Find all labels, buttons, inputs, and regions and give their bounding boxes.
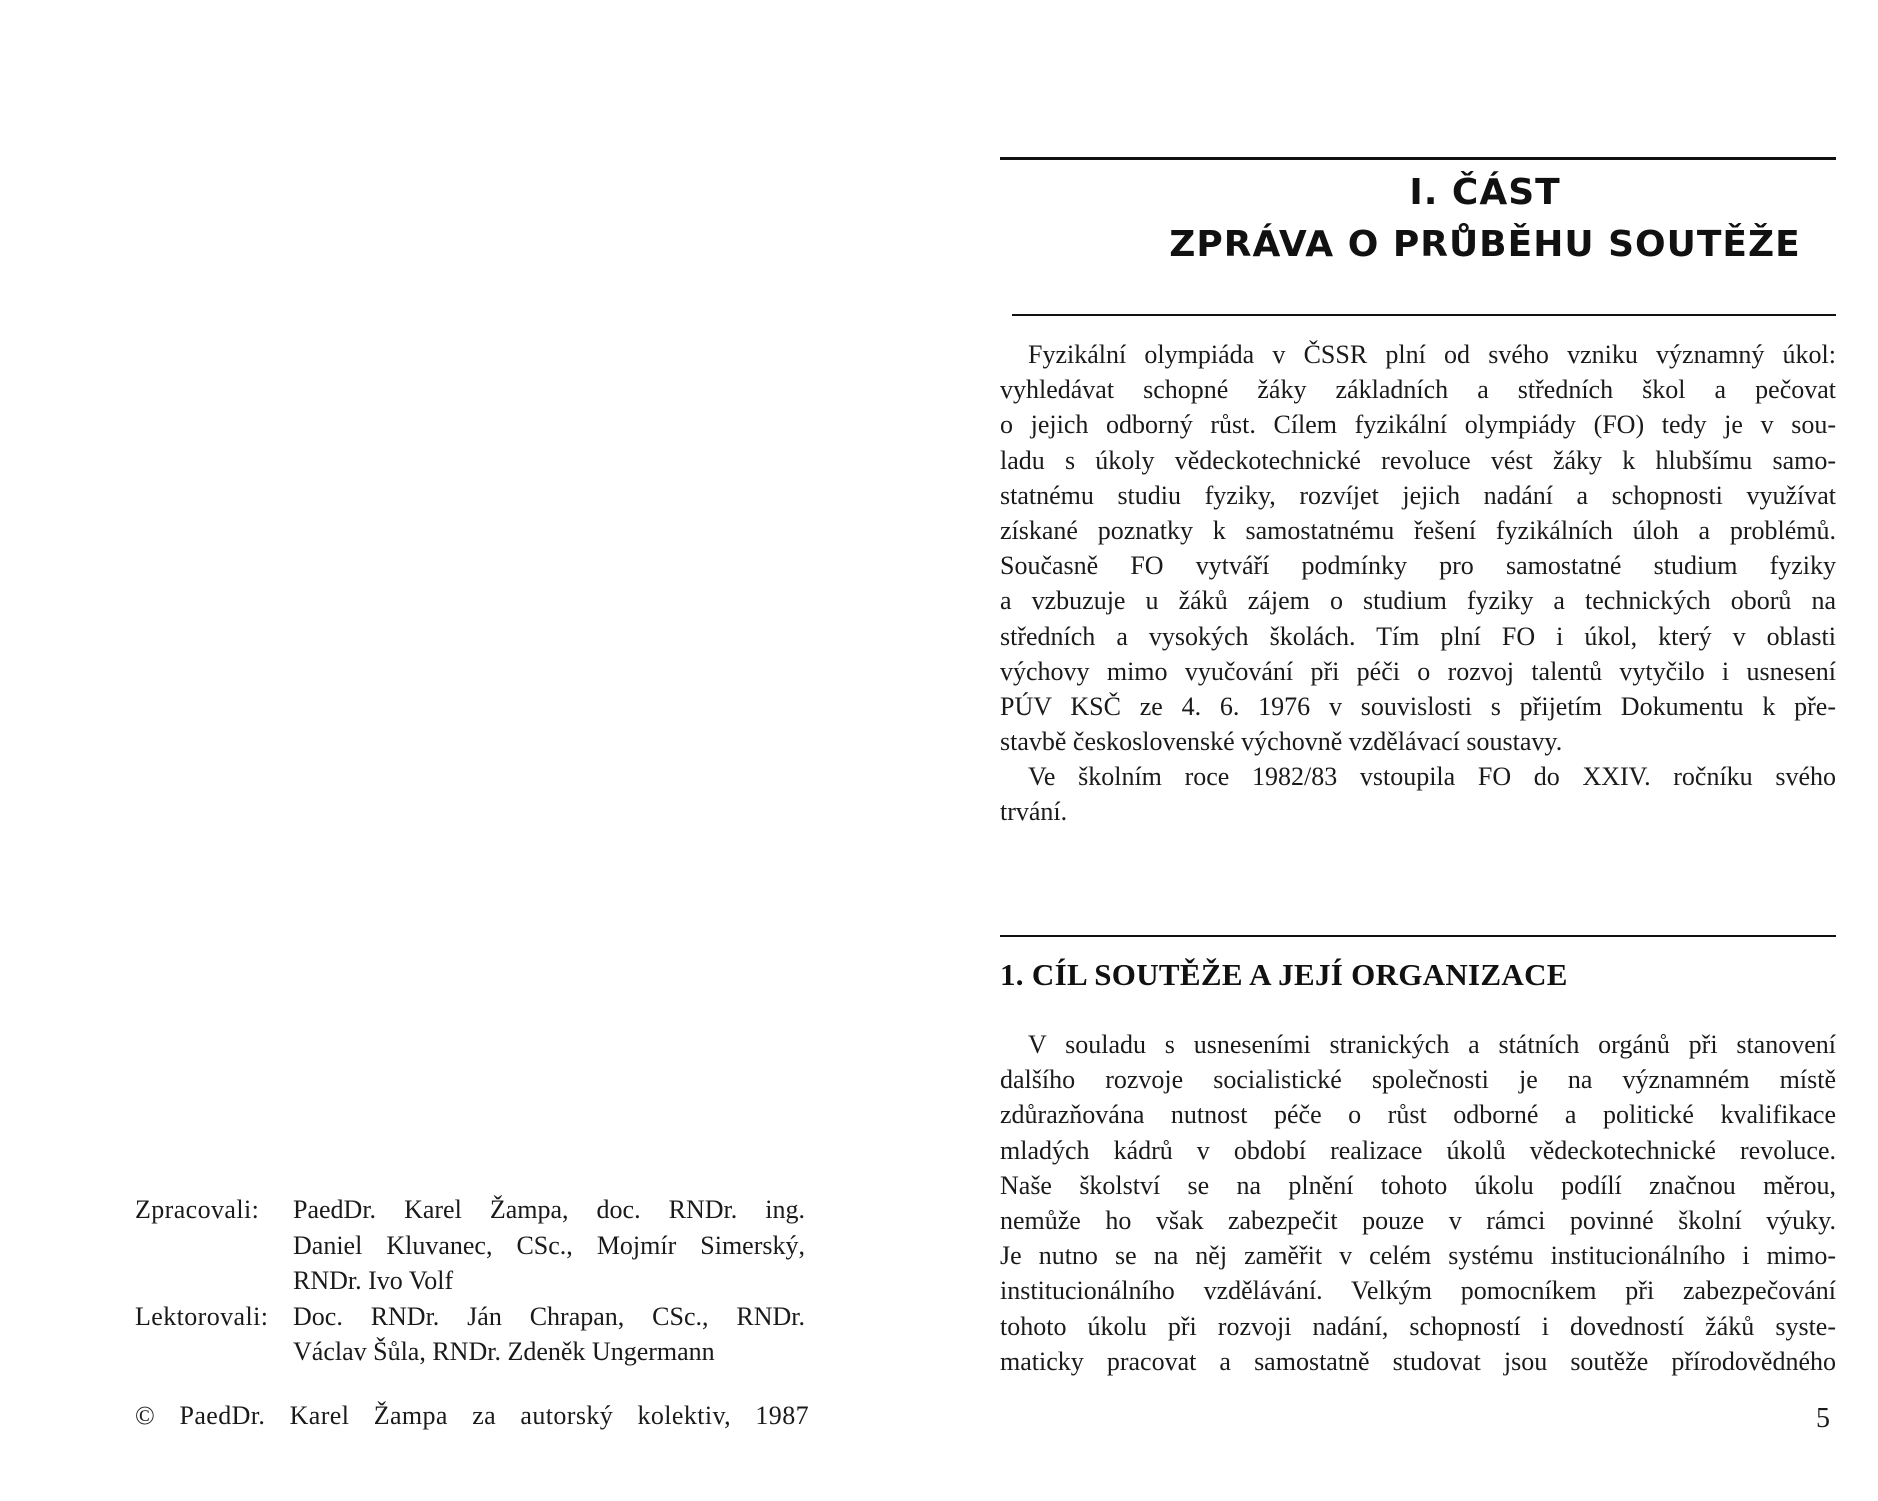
compiled-by-names	[293, 1192, 805, 1299]
reviewed-by-line: Doc. RNDr. Ján Chrapan, CSc., RNDr.	[293, 1301, 805, 1331]
section-title: 1. CÍL SOUTĚŽE A JEJÍ ORGANIZACE	[1000, 957, 1568, 992]
text-line: maticky pracovat a samostatně studovat jsou soutěže přírodovědného	[1000, 1346, 1836, 1376]
text-line: Současně FO vytváří podmínky pro samostatné studium fyziky	[1000, 551, 1836, 581]
text-line: tohoto úkolu při rozvoji nadání, schopností i dovedností žáků syste-	[1000, 1311, 1836, 1341]
text-line: trvání.	[1000, 797, 1068, 827]
intro-paragraph	[1000, 337, 1836, 830]
text-line: vyhledávat schopné žáky základních a středních škol a pečovat	[1000, 375, 1836, 405]
page-number: 5	[1816, 1403, 1830, 1434]
compiled-by-row	[135, 1192, 805, 1299]
credits-block	[135, 1192, 805, 1370]
compiled-by-line: RNDr. Ivo Volf	[293, 1266, 454, 1295]
reviewed-by-row	[135, 1299, 805, 1370]
compiled-by-label: Zpracovali:	[135, 1195, 260, 1224]
text-line: nemůže ho však zabezpečit pouze v rámci povinné školní výuky.	[1000, 1205, 1836, 1235]
compiled-by-line: PaedDr. Karel Žampa, doc. RNDr. ing.	[293, 1195, 805, 1224]
text-line: PÚV KSČ ze 4. 6. 1976 v souvislosti s přijetím Dokumentu k pře-	[1000, 691, 1836, 721]
text-line: statnému studiu fyziky, rozvíjet jejich nadání a schopnosti využívat	[1000, 480, 1836, 510]
text-line: Ve školním roce 1982/83 vstoupila FO do XXIV. ročníku svého	[1028, 762, 1836, 792]
reviewed-by-label: Lektorovali:	[135, 1301, 269, 1331]
section-paragraph	[1000, 1027, 1836, 1379]
text-line: Je nutno se na něj zaměřit v celém systému institucionálního i mimo-	[1000, 1241, 1836, 1271]
part-divider-rule	[1012, 314, 1836, 316]
text-line: zdůrazňována nutnost péče o růst odborné a politické kvalifikace	[1000, 1100, 1836, 1130]
reviewed-by-line: Václav Šůla, RNDr. Zdeněk Ungermann	[293, 1337, 715, 1366]
compiled-by-line: Daniel Kluvanec, CSc., Mojmír Simerský,	[293, 1230, 805, 1260]
section-divider-rule	[1000, 935, 1836, 937]
text-line: Fyzikální olympiáda v ČSSR plní od svého vzniku významný úkol:	[1028, 340, 1836, 369]
top-rule	[1000, 157, 1836, 160]
text-line: získané poznatky k samostatnému řešení fyzikálních úloh a problémů.	[1000, 515, 1836, 545]
text-line: mladých kádrů v období realizace úkolů vědeckotechnické revoluce.	[1000, 1135, 1836, 1165]
text-line: Naše školství se na plnění tohoto úkolu podílí značnou měrou,	[1000, 1170, 1836, 1200]
reviewed-by-names	[293, 1299, 805, 1370]
text-line: výchovy mimo vyučování při péči o rozvoj talentů vytyčilo i usnesení	[1000, 656, 1836, 686]
copyright-notice: © PaedDr. Karel Žampa za autorský kolektiv, 1987	[135, 1401, 809, 1430]
text-line: stavbě československé výchovně vzdělávací soustavy.	[1000, 727, 1563, 757]
text-line: institucionálního vzdělávání. Velkým pomocníkem při zabezpečování	[1000, 1276, 1836, 1306]
text-line: ladu s úkoly vědeckotechnické revoluce vést žáky k hlubšímu samo-	[1000, 445, 1836, 475]
text-line: dalšího rozvoje socialistické společnosti je na významném místě	[1000, 1065, 1836, 1095]
text-line: a vzbuzuje u žáků zájem o studium fyziky a technických oborů na	[1000, 586, 1836, 616]
text-line: o jejich odborný růst. Cílem fyzikální olympiády (FO) tedy je v sou-	[1000, 410, 1836, 440]
text-line: V souladu s usneseními stranických a státních orgánů při stanovení	[1028, 1030, 1836, 1059]
part-number: I. ČÁST	[1409, 172, 1561, 213]
part-title: ZPRÁVA O PRŮBĚHU SOUTĚŽE	[1169, 224, 1801, 265]
text-line: středních a vysokých školách. Tím plní FO i úkol, který v oblasti	[1000, 621, 1836, 651]
